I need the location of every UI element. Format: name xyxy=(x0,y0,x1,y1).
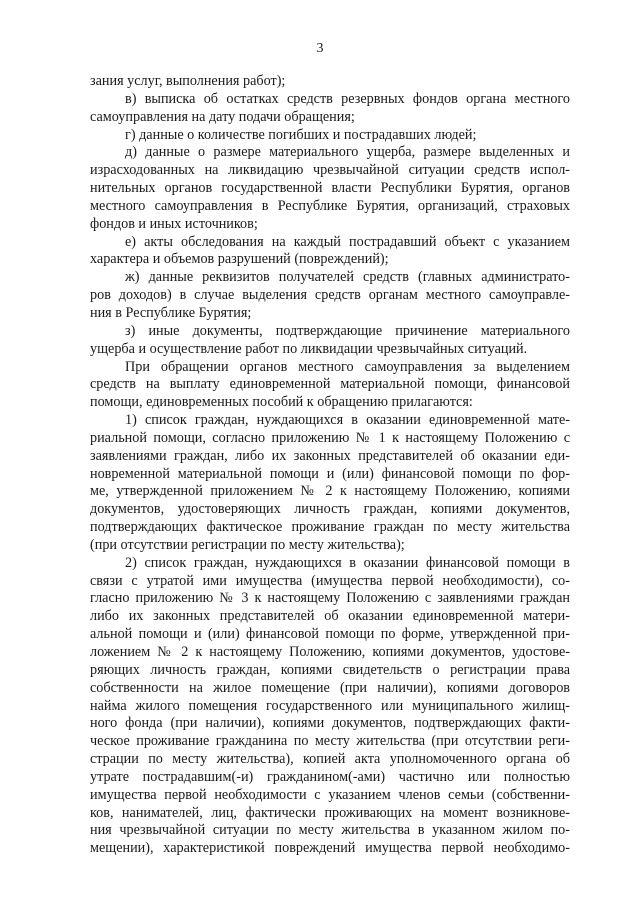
text-line: ческое проживание гражданина по месту жительства (при отсутствии реги- xyxy=(90,733,570,750)
text-line: самоуправления на дату подачи обращения; xyxy=(90,108,355,125)
text-line: ров доходов) в случае выделения средств органам местного самоуправле- xyxy=(90,287,570,304)
text-line: нительных органов государственной власти Республики Бурятия, органов xyxy=(90,180,570,197)
text-line: альной помощи и (или) финансовой помощи по форме, утвержденной при- xyxy=(90,626,570,643)
text-line: страции по месту жительства), копией акта уполномоченного органа об xyxy=(90,751,570,768)
text-line: новременной материальной помощи и (или) финансовой помощи по фор- xyxy=(90,465,570,482)
text-line: имущества первой необходимости с указанием членов семьи (собственни- xyxy=(90,786,570,803)
text-line: гласно приложению № 3 к настоящему Положению с заявлениями граждан xyxy=(90,590,570,607)
text-line: ущерба и осуществление работ по ликвидации чрезвычайных ситуаций. xyxy=(90,340,528,357)
text-line: найма жилого помещения государственного или муниципального жилищ- xyxy=(90,697,570,714)
text-line: ков, нанимателей, лиц, фактически проживающих на момент возникнове- xyxy=(90,804,570,821)
text-line: При обращении органов местного самоуправления за выделением xyxy=(125,358,570,375)
text-line: израсходованных на ликвидацию чрезвычайной ситуации средств испол- xyxy=(90,162,570,179)
text-line: утрате пострадавшим(-и) гражданином(-ами) частично или полностью xyxy=(90,768,570,785)
text-line: ния в Республике Бурятия; xyxy=(90,304,252,321)
text-line: заявлениями граждан, либо их законных представителей об оказании еди- xyxy=(90,447,570,464)
text-line: ме, утвержденной приложением № 2 к настоящему Положению, копиями xyxy=(90,483,570,500)
text-line: 2) список граждан, нуждающихся в оказании финансовой помощи в xyxy=(125,554,570,571)
page-number: 3 xyxy=(316,41,324,56)
text-line: собственности на жилое помещение (при наличии), копиями договоров xyxy=(90,679,570,696)
text-line: д) данные о размере материального ущерба, размере выделенных и xyxy=(125,144,570,161)
text-line: зания услуг, выполнения работ); xyxy=(90,73,286,89)
text-line: г) данные о количестве погибших и пострадавших людей; xyxy=(125,126,477,143)
text-line: ния чрезвычайной ситуации по месту жительства в указанном жилом по- xyxy=(90,822,570,839)
text-line: местного самоуправления в Республике Бурятия, организаций, страховых xyxy=(90,197,570,214)
text-line: ного фонда (при наличии), копиями документов, подтверждающих факти- xyxy=(90,715,570,732)
text-line: (при отсутствии регистрации по месту жительства); xyxy=(90,536,405,553)
text-line: ряющих личность граждан, копиями свидетельств о регистрации права xyxy=(90,661,570,678)
text-line: связи с утратой ими имущества (имущества первой необходимости), со- xyxy=(90,572,570,589)
text-line: в) выписка об остатках средств резервных фондов органа местного xyxy=(125,90,570,107)
text-line: 1) список граждан, нуждающихся в оказании единовременной мате- xyxy=(125,412,570,429)
text-line: е) акты обследования на каждый пострадавший объект с указанием xyxy=(125,233,570,250)
text-line: помощи, единовременных пособий к обращению прилагаются: xyxy=(90,394,473,411)
text-line: средств на выплату единовременной материальной помощи, финансовой xyxy=(90,376,570,393)
text-line: ж) данные реквизитов получателей средств (главных администрато- xyxy=(125,269,570,286)
text-line: ложением № 2 к настоящему Положению, копиями документов, удостове- xyxy=(90,644,570,660)
text-line: документов, удостоверяющих личность граждан, копиями документов, xyxy=(90,501,570,518)
text-line: риальной помощи, согласно приложению № 1 к настоящему Положению с xyxy=(90,429,570,446)
text-line: подтверждающих фактическое проживание граждан по месту жительства xyxy=(90,519,570,536)
text-line: либо их законных представителей об оказании единовременной матери- xyxy=(90,608,570,625)
text-line: мещении), характеристикой повреждений имущества первой необходимо- xyxy=(90,840,570,857)
text-line: фондов и иных источников; xyxy=(90,215,258,232)
document-body xyxy=(90,73,570,858)
text-line: характера и объемов разрушений (повреждений); xyxy=(90,251,389,268)
text-line: з) иные документы, подтверждающие причинение материального xyxy=(125,322,570,339)
